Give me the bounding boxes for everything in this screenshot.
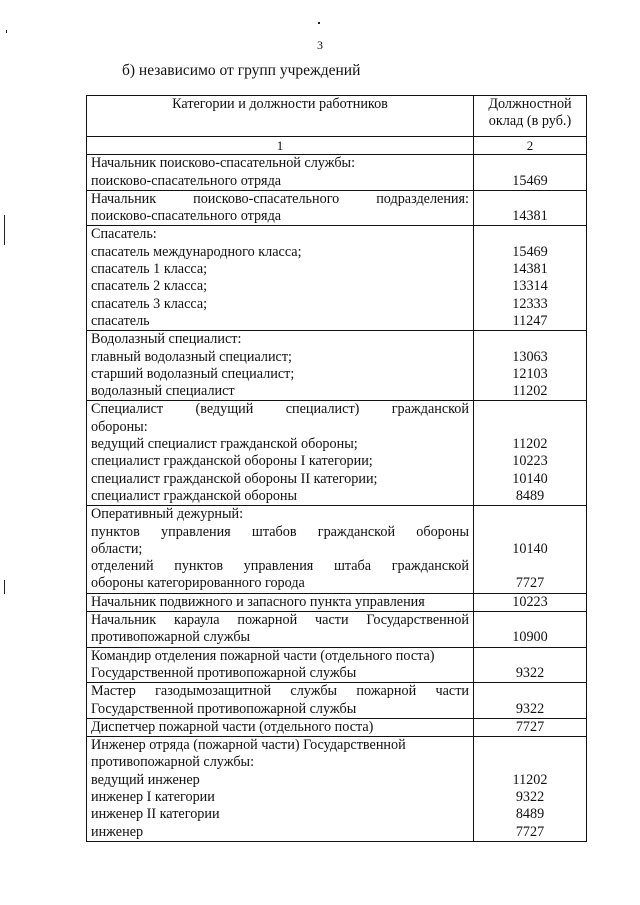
header-category: Категории и должности работников [87,96,474,137]
category-line: спасатель 3 класса; [91,295,208,312]
category-cell [87,718,474,736]
salary-value: 7727 [515,575,545,592]
salary-value: 15469 [512,243,548,260]
column-number-2: 2 [474,137,587,155]
scan-speck [6,30,7,33]
category-line: Спасатель: [91,226,157,243]
table-row [87,683,587,719]
salary-value: 10223 [512,453,548,470]
category-cell [87,155,474,191]
salary-value: 8489 [515,806,545,823]
scan-speck [4,215,5,245]
category-line: обороны категорированного города [91,575,305,592]
category-line: Водолазный специалист: [91,331,242,348]
category-line: области; [91,540,143,557]
category-line: ведущий инженер [91,771,200,788]
column-number-1: 1 [87,137,474,155]
category-line: специалист гражданской обороны I категории; [91,453,373,470]
scan-speck [4,580,5,594]
salary-value [478,737,582,754]
category-cell [87,593,474,611]
category-line: ведущий специалист гражданской обороны; [91,436,358,453]
category-line: пунктов управления штабов гражданской обороны [91,523,469,540]
category-line: спасатель международного класса; [91,243,302,260]
table-row [87,226,587,331]
category-line: инженер II категории [91,806,220,823]
table-row [87,401,587,506]
category-cell [87,647,474,683]
salary-cell [474,718,587,736]
salary-cell [474,190,587,226]
category-line: Оперативный дежурный: [91,506,244,523]
category-line: Специалист (ведущий специалист) гражданской [91,401,469,418]
salary-cell [474,683,587,719]
salary-value [478,506,582,523]
category-line: Начальник поисково-спасательной службы: [91,155,356,172]
salary-value [478,612,582,629]
category-cell [87,506,474,593]
category-cell [87,226,474,331]
category-line: спасатель [91,312,150,329]
category-line: Мастер газодымозащитной службы пожарной части [91,683,469,700]
table-row [87,612,587,648]
category-line: Государственной противопожарной службы [91,664,357,681]
table-row [87,155,587,191]
category-line: старший водолазный специалист; [91,365,295,382]
table-row [87,593,587,611]
salary-value: 7727 [515,718,545,735]
salary-value: 10140 [512,470,548,487]
table-row [87,718,587,736]
salary-cell [474,506,587,593]
salary-cell [474,226,587,331]
salary-value: 14381 [512,208,548,225]
column-number-row [87,137,587,155]
category-line: отделений пунктов управления штаба гражданской [91,558,469,575]
category-line: специалист гражданской обороны II категории; [91,470,378,487]
subtitle: б) независимо от групп учреждений [122,62,361,79]
salary-cell [474,331,587,401]
category-line: поисково-спасательного отряда [91,172,282,189]
salary-cell [474,612,587,648]
header-salary: Должностной оклад (в руб.) [474,96,587,137]
salary-value [478,524,582,541]
salary-value: 9322 [515,788,545,805]
salary-table [86,95,587,842]
table-header-row [87,96,587,137]
category-line: специалист гражданской обороны [91,487,298,504]
salary-value [478,401,582,418]
category-line: Начальник подвижного и запасного пункта управления [91,593,425,610]
category-line: Инженер отряда (пожарной части) Государственной [91,737,406,754]
salary-value: 14381 [512,261,548,278]
salary-value: 10900 [512,629,548,646]
category-line: Диспетчер пожарной части (отдельного поста) [91,718,374,735]
salary-cell [474,401,587,506]
salary-value [478,155,582,172]
category-line: противопожарной службы [91,629,251,646]
category-line: Государственной противопожарной службы [91,700,357,717]
salary-value [478,648,582,665]
category-cell [87,612,474,648]
salary-value: 9322 [515,664,545,681]
salary-value: 10223 [512,593,548,610]
category-line: инженер [91,823,144,840]
salary-value [478,331,582,348]
salary-value: 8489 [515,487,545,504]
salary-cell [474,155,587,191]
category-line: поисково-спасательного отряда [91,208,282,225]
table-body [87,155,587,842]
table-row [87,190,587,226]
category-line: главный водолазный специалист; [91,348,292,365]
salary-cell [474,737,587,842]
salary-value [478,191,582,208]
salary-value: 12333 [512,295,548,312]
category-line: Командир отделения пожарной части (отдельного поста) [91,647,435,664]
category-line: спасатель 1 класса; [91,261,208,278]
salary-value: 7727 [515,823,545,840]
salary-value: 10140 [512,540,548,557]
category-line: Начальник поисково-спасательного подразделения: [91,190,469,207]
category-line: инженер I категории [91,788,215,805]
category-cell [87,401,474,506]
category-line: спасатель 2 класса; [91,278,208,295]
salary-value: 13314 [512,278,548,295]
category-cell [87,683,474,719]
category-line: водолазный специалист [91,383,235,400]
category-cell [87,737,474,842]
table-row [87,506,587,593]
salary-value: 11202 [512,383,548,400]
category-cell [87,331,474,401]
salary-value [478,226,582,243]
page-number: 3 [317,38,323,52]
table-row [87,647,587,683]
salary-value: 11202 [512,436,548,453]
salary-value: 13063 [512,348,548,365]
salary-value: 15469 [512,172,548,189]
salary-value: 11202 [512,771,548,788]
category-line: обороны: [91,418,148,435]
scan-speck [318,22,320,24]
salary-cell [474,647,587,683]
category-line: противопожарной службы: [91,754,255,771]
category-cell [87,190,474,226]
salary-value [478,754,582,771]
salary-value [478,419,582,436]
salary-value [478,558,582,575]
salary-value: 11247 [512,312,548,329]
salary-value: 9322 [515,700,545,717]
salary-value: 12103 [512,365,548,382]
table-row [87,331,587,401]
salary-cell [474,593,587,611]
table-row [87,737,587,842]
category-line: Начальник караула пожарной части Государственной [91,612,469,629]
salary-value [478,683,582,700]
